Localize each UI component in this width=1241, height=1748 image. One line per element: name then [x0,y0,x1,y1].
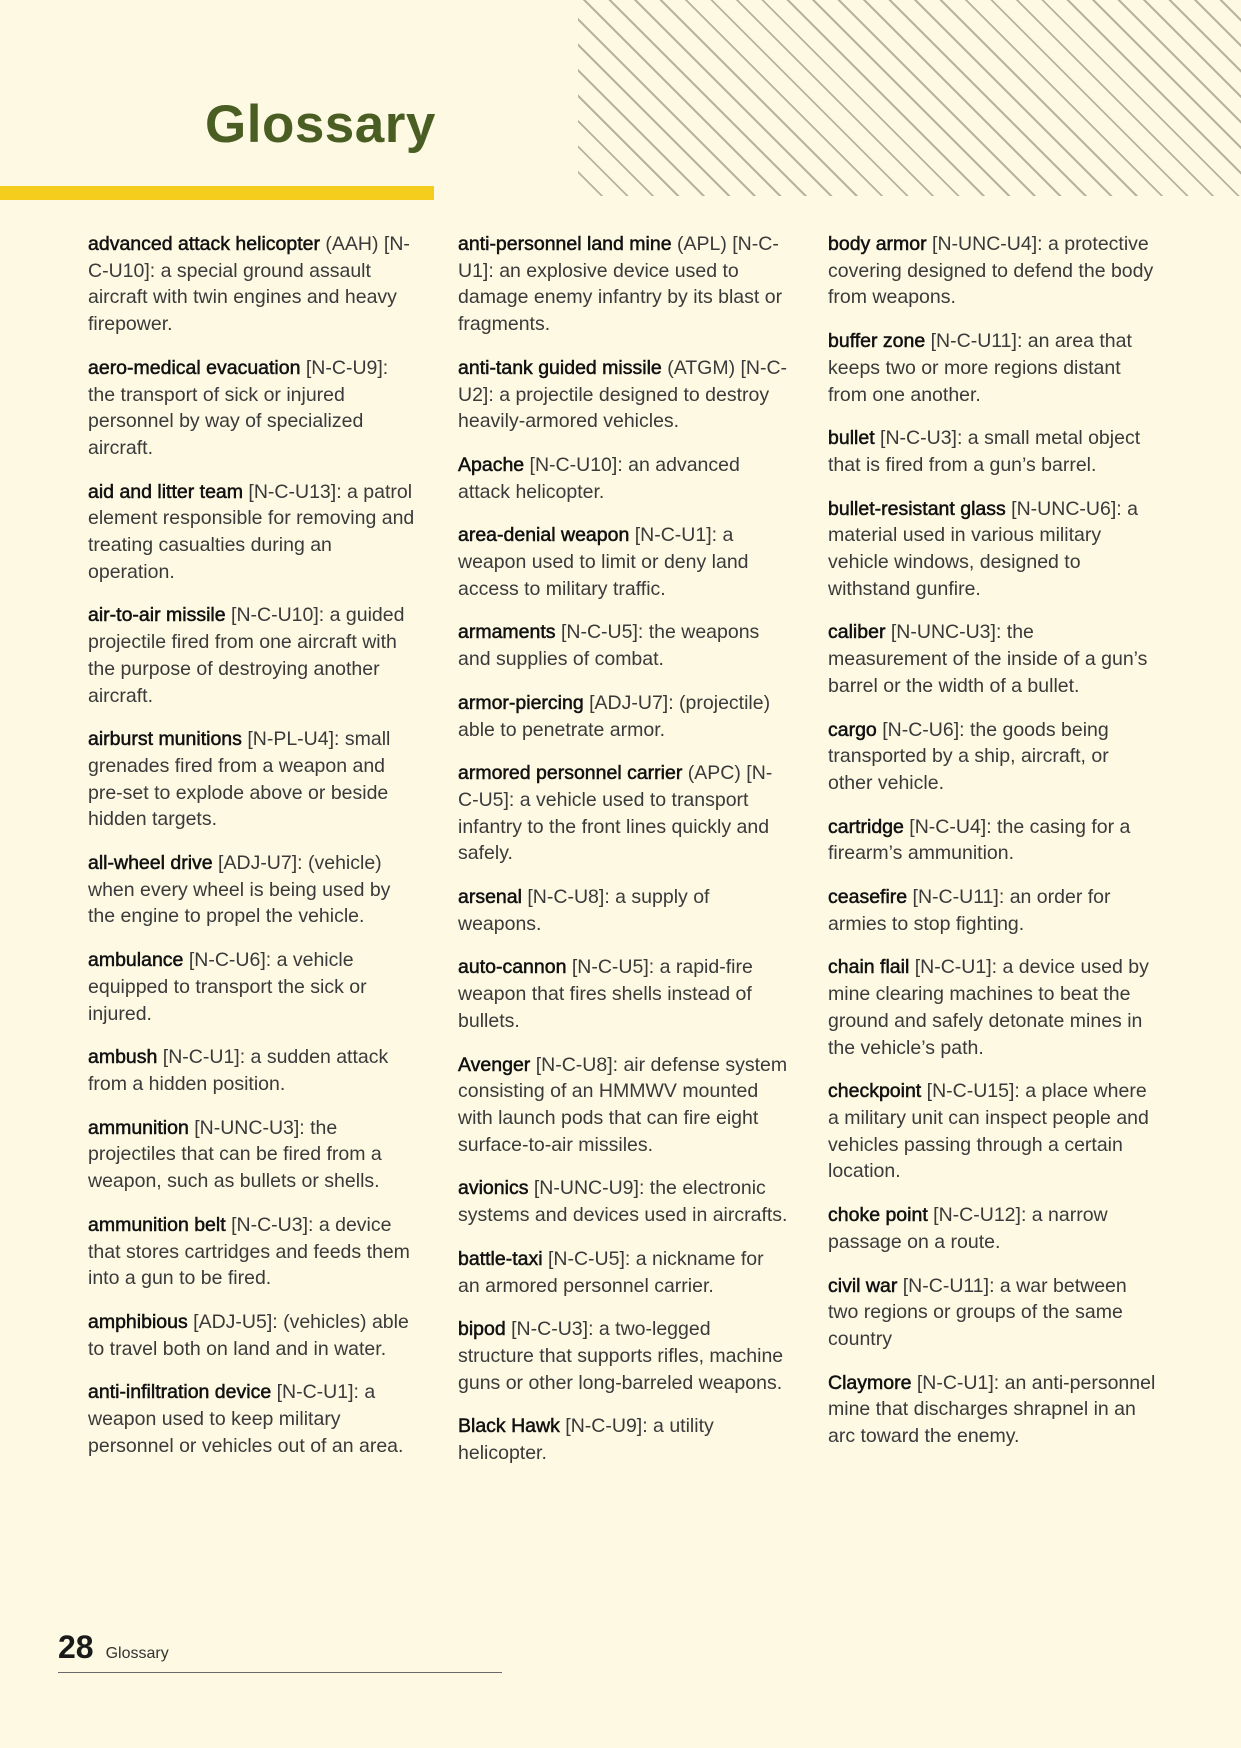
glossary-code: [N-C-U1] [271,1381,354,1404]
glossary-entry [828,619,1158,699]
glossary-code: [N-C-U1] [157,1046,240,1069]
glossary-term: choke point [828,1204,928,1227]
glossary-code: [N-C-U11] [925,330,1017,353]
glossary-definition: : an area that keeps two or more regions distant from one another. [828,330,1132,406]
glossary-column-1 [88,231,418,1476]
glossary-term: ammunition belt [88,1213,226,1236]
glossary-code: [N-C-U3] [874,427,957,450]
glossary-entry [828,328,1158,408]
glossary-term: airburst munitions [88,728,242,751]
glossary-definition: : a weapon used to limit or deny land access to military traffic. [458,524,749,600]
glossary-code: [N-C-U5] [555,621,638,644]
glossary-entry [458,231,788,338]
glossary-entry [458,1052,788,1159]
page-number: 28 [58,1629,94,1665]
glossary-entry [828,1370,1158,1450]
glossary-code: (ATGM) [N-C-U2] [458,356,788,406]
glossary-code: [N-C-U10] [225,604,319,627]
glossary-code: [N-C-U8] [530,1053,613,1076]
glossary-entry [88,1212,418,1292]
glossary-entry [828,496,1158,603]
glossary-entry [458,690,788,743]
glossary-code: [N-UNC-U9] [528,1177,639,1200]
glossary-entry [828,884,1158,937]
glossary-code: (APC) [N-C-U5] [458,762,773,811]
glossary-code: [N-C-U11] [897,1274,990,1297]
glossary-term: anti-tank guided missile [458,356,662,379]
glossary-definition: : (vehicles) able to travel both on land and in water. [88,1310,409,1360]
glossary-definition: : a patrol element responsible for removing and treating casualties during an operation. [88,480,415,583]
glossary-definition: : (vehicle) when every wheel is being used by the engine to propel the vehicle. [88,852,391,928]
glossary-term: armor-piercing [458,691,584,714]
glossary-entry [458,1246,788,1299]
glossary-code: [N-C-U11] [907,886,999,909]
glossary-code: [ADJ-U5] [187,1310,273,1333]
glossary-term: caliber [828,621,886,644]
glossary-definition: : a sudden attack from a hidden position. [88,1046,389,1095]
glossary-definition: : the goods being transported by a ship, aircraft, or other vehicle. [828,718,1109,794]
glossary-code: (AAH) [N-C-U10] [88,233,410,282]
glossary-code: [N-UNC-U4] [926,233,1038,255]
glossary-definition: : a device used by mine clearing machines to beat the ground and safely detonate mines in the vehicle’s path. [828,956,1149,1059]
glossary-term: buffer zone [828,330,926,353]
glossary-column-2 [458,231,788,1484]
glossary-definition: : a rapid-fire weapon that fires shells instead of bullets. [458,956,753,1032]
glossary-code: [N-C-U1] [909,956,992,979]
glossary-definition: : a special ground assault aircraft with twin engines and heavy firepower. [88,259,397,336]
glossary-definition: : a war between two regions or groups of the same country [828,1274,1127,1350]
glossary-code: [N-C-U6] [876,718,960,741]
glossary-code: [N-C-U8] [521,886,605,909]
glossary-definition: : a weapon used to keep military personnel or vehicles out of an area. [88,1381,404,1457]
glossary-definition: : a nickname for an armored personnel carrier. [458,1247,764,1297]
glossary-entry [458,452,788,505]
glossary-definition: : an anti-personnel mine that discharges shrapnel in an arc toward the enemy. [828,1371,1156,1448]
glossary-definition: : a material used in various military vehicle windows, designed to withstand gunfire. [828,497,1138,600]
glossary-term: area-denial weapon [458,524,630,547]
glossary-definition: : an explosive device used to damage enemy infantry by its blast or fragments. [458,259,783,336]
glossary-term: armored personnel carrier [458,762,683,785]
glossary-definition: : the projectiles that can be fired from a weapon, such as bullets or shells. [88,1116,382,1193]
glossary-entry [88,602,418,709]
glossary-entry [828,717,1158,797]
accent-bar [0,186,434,200]
glossary-code: [N-UNC-U3] [188,1116,300,1139]
glossary-code: [N-C-U5] [542,1247,625,1270]
glossary-term: ammunition [88,1116,189,1139]
glossary-code: [N-C-U3] [505,1318,589,1341]
glossary-code: [N-UNC-U6] [1005,497,1117,520]
glossary-entry [828,1273,1158,1353]
page-title: Glossary [205,95,436,154]
glossary-code: [N-C-U13] [243,480,337,503]
glossary-column-3 [828,231,1158,1467]
glossary-term: armaments [458,621,556,644]
glossary-code: [N-PL-U4] [241,728,335,751]
glossary-definition: : an advanced attack helicopter. [458,453,740,503]
glossary-entry [458,355,788,435]
glossary-definition: : a utility helicopter. [458,1415,714,1465]
glossary-definition: : the transport of sick or injured personnel by way of specialized aircraft. [88,356,389,459]
glossary-code: [N-C-U3] [225,1213,308,1236]
glossary-term: Claymore [828,1371,912,1394]
glossary-entry [88,947,418,1027]
glossary-definition: : an order for armies to stop fighting. [828,886,1111,935]
glossary-definition: : a vehicle used to transport infantry to the front lines quickly and safely. [458,788,770,865]
glossary-definition: : the electronic systems and devices used in aircrafts. [458,1177,788,1227]
glossary-definition: : the measurement of the inside of a gun’s barrel or the width of a bullet. [828,621,1148,697]
glossary-code: [N-C-U1] [629,524,712,547]
glossary-entry [88,479,418,586]
glossary-entry [458,760,788,867]
glossary-term: civil war [828,1274,898,1297]
glossary-term: checkpoint [828,1080,922,1103]
glossary-entry [458,884,788,937]
glossary-entry [458,954,788,1034]
glossary-term: battle-taxi [458,1247,543,1270]
glossary-definition: : a place where a military unit can inspect people and vehicles passing through a certain location. [828,1080,1149,1183]
glossary-term: advanced attack helicopter [88,233,320,255]
glossary-code: [N-C-U1] [911,1371,994,1394]
glossary-code: [N-C-U15] [921,1080,1015,1103]
glossary-term: avionics [458,1177,529,1200]
glossary-term: aero-medical evacuation [88,356,301,379]
glossary-entry [458,619,788,672]
glossary-definition: : small grenades fired from a weapon and pre-set to explode above or beside hidden targets. [88,728,391,831]
glossary-entry [458,1413,788,1466]
glossary-definition: : a small metal object that is fired from a gun’s barrel. [828,427,1141,476]
glossary-definition: : a vehicle equipped to transport the sick or injured. [88,949,367,1025]
glossary-term: anti-personnel land mine [458,233,672,255]
glossary-term: arsenal [458,886,522,909]
glossary-code: [N-C-U6] [183,949,266,972]
glossary-term: Avenger [458,1053,531,1076]
glossary-code: [N-C-U5] [566,956,649,979]
glossary-entry [828,954,1158,1061]
glossary-entry [88,1115,418,1195]
glossary-code: [N-C-U9] [559,1415,643,1438]
glossary-entry [88,231,418,338]
glossary-entry [458,1316,788,1396]
page-footer [58,1629,502,1673]
glossary-term: bullet-resistant glass [828,497,1006,520]
glossary-code: [ADJ-U7] [583,691,669,714]
glossary-code: [N-UNC-U3] [885,621,996,644]
glossary-entry [88,1044,418,1097]
glossary-definition: : a guided projectile fired from one aircraft with the purpose of destroying another aircraft. [88,604,405,707]
glossary-definition: : the casing for a firearm’s ammunition. [828,815,1131,865]
glossary-entry [458,522,788,602]
glossary-term: Apache [458,453,525,476]
glossary-term: aid and litter team [88,480,244,503]
glossary-code: [N-C-U4] [903,815,987,838]
glossary-term: chain flail [828,956,910,979]
glossary-code: [N-C-U9] [300,356,383,379]
glossary-entry [828,814,1158,867]
glossary-term: anti-infiltration device [88,1381,272,1404]
glossary-definition: : a protective covering designed to defend the body from weapons. [828,233,1154,309]
glossary-term: ambulance [88,949,184,972]
glossary-definition: : a device that stores cartridges and feeds them into a gun to be fired. [88,1213,410,1290]
glossary-term: cargo [828,718,877,741]
glossary-definition: : air defense system consisting of an HMMWV mounted with launch pods that can fire eight surface-to-air missiles. [458,1053,788,1156]
glossary-entry [88,355,418,462]
glossary-term: amphibious [88,1310,188,1333]
glossary-term: ceasefire [828,886,908,909]
glossary-entry [88,1379,418,1459]
glossary-definition: : a two-legged structure that supports rifles, machine guns or other long-barreled weapons. [458,1318,784,1394]
glossary-definition: : a supply of weapons. [458,886,710,935]
glossary-entry [88,726,418,833]
glossary-code: (APL) [N-C-U1] [458,233,779,282]
glossary-term: all-wheel drive [88,852,213,875]
glossary-term: bipod [458,1318,506,1341]
glossary-code: [N-C-U10] [524,453,618,476]
glossary-entry [828,231,1158,311]
glossary-code: [ADJ-U7] [212,852,298,875]
glossary-entry [88,1309,418,1362]
glossary-entry [828,1078,1158,1185]
glossary-term: bullet [828,427,875,450]
glossary-entry [458,1175,788,1228]
glossary-definition: : a projectile designed to destroy heavily-armored vehicles. [458,383,770,433]
glossary-definition: : (projectile) able to penetrate armor. [458,691,771,741]
glossary-term: auto-cannon [458,956,567,979]
glossary-term: air-to-air missile [88,604,226,627]
glossary-term: cartridge [828,815,904,838]
footer-label: Glossary [105,1645,169,1662]
glossary-term: ambush [88,1046,158,1069]
diagonal-hatch-decoration [578,0,1241,196]
glossary-definition: : the weapons and supplies of combat. [458,621,760,671]
glossary-entry [828,1202,1158,1255]
glossary-term: Black Hawk [458,1415,560,1438]
glossary-definition: : a narrow passage on a route. [828,1204,1108,1253]
glossary-entry [88,850,418,930]
glossary-term: body armor [828,233,927,255]
glossary-code: [N-C-U12] [927,1204,1021,1227]
glossary-entry [828,425,1158,478]
